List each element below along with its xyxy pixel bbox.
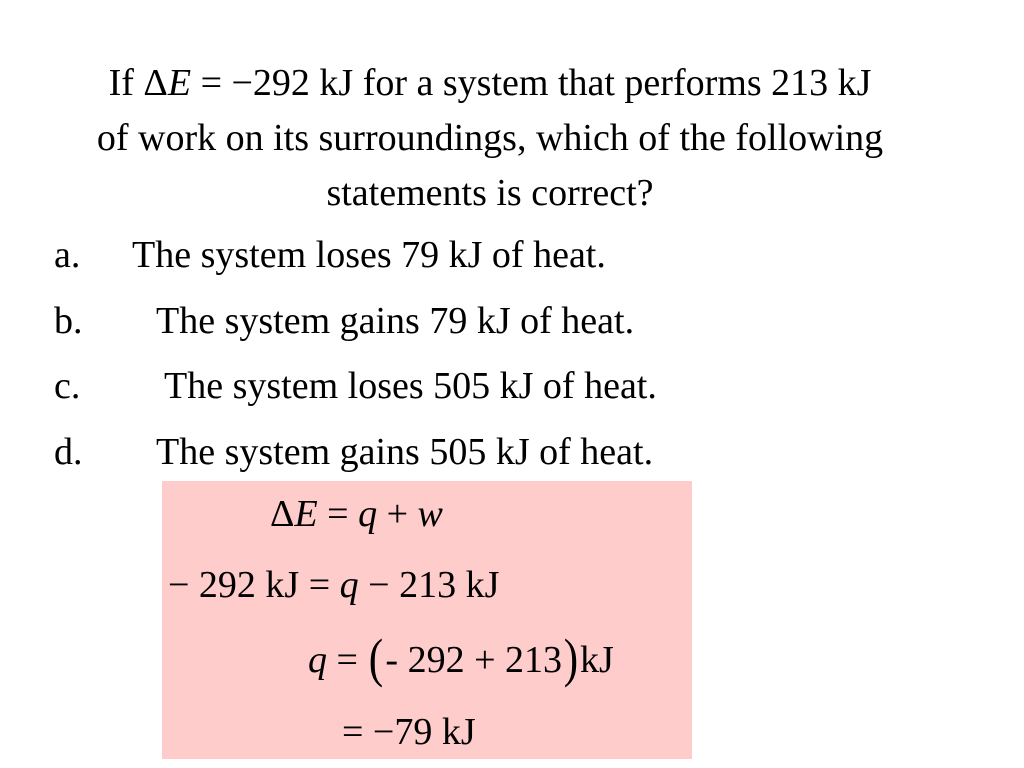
option-text: The system gains 79 kJ of heat.: [156, 300, 635, 342]
equals-sign: =: [299, 564, 340, 606]
delta-symbol: Δ: [143, 62, 168, 104]
option-a: [54, 230, 606, 280]
equation-inner: - 292 + 213: [385, 639, 563, 681]
question-if: If: [108, 62, 144, 104]
option-letter: c.: [54, 365, 81, 407]
question-line-2: of work on its surroundings, which of the following: [96, 117, 884, 159]
heat-variable: q: [358, 493, 378, 535]
question-line-1: [10, 56, 970, 111]
energy-variable: E: [294, 493, 318, 535]
heat-variable: q: [308, 639, 327, 681]
option-text: The system loses 79 kJ of heat.: [132, 234, 606, 276]
solution-box: [162, 481, 692, 759]
option-letter: a.: [54, 234, 81, 276]
open-paren: (: [369, 628, 384, 688]
question-line-3: statements is correct?: [326, 172, 654, 214]
unit-label: kJ: [580, 639, 614, 681]
delta-symbol: Δ: [270, 493, 295, 535]
option-letter: d.: [54, 431, 83, 473]
equation-3: [308, 628, 614, 688]
option-d: [54, 427, 654, 477]
plus-sign: +: [377, 493, 418, 535]
question-value: = −292 kJ for a system that performs 213 kJ: [191, 62, 872, 104]
heat-variable: q: [339, 564, 359, 606]
work-variable: w: [417, 493, 443, 535]
option-text: The system loses 505 kJ of heat.: [164, 365, 657, 407]
equals-sign: =: [327, 639, 368, 681]
close-paren: ): [563, 628, 579, 688]
question-text: [10, 56, 970, 221]
equation-1: [270, 489, 443, 539]
equation-4: = −79 kJ: [342, 711, 476, 753]
equation-left: − 292 kJ: [168, 564, 300, 606]
option-c: [54, 361, 657, 411]
option-b: [54, 296, 635, 346]
option-letter: b.: [54, 300, 83, 342]
equals-sign: =: [317, 493, 359, 535]
option-text: The system gains 505 kJ of heat.: [156, 431, 654, 473]
energy-variable: E: [167, 62, 192, 104]
equation-2: [168, 560, 499, 610]
equation-right: − 213 kJ: [358, 564, 500, 606]
